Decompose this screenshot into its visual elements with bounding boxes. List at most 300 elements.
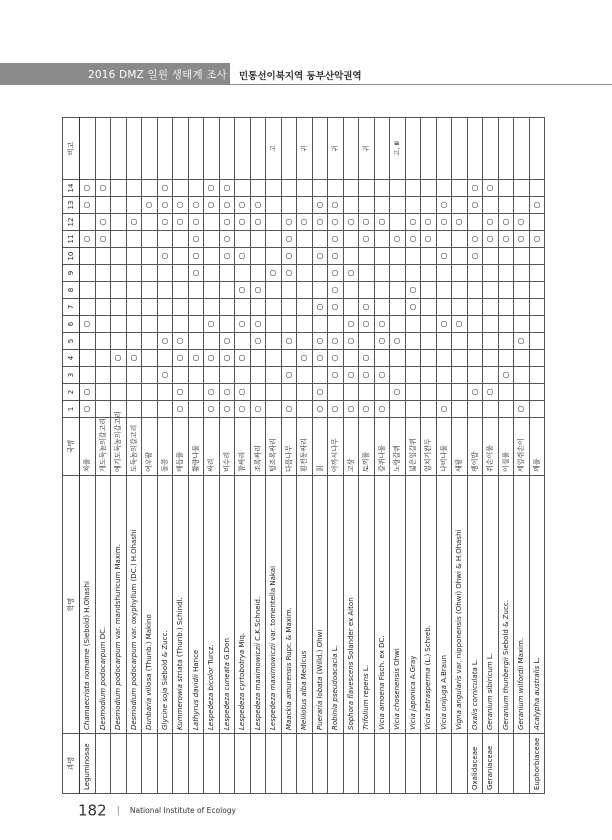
site-5-cell bbox=[359, 333, 375, 350]
presence-mark: ○ bbox=[283, 235, 293, 243]
site-1-cell bbox=[405, 401, 421, 418]
species-binomial: Trifolium repens bbox=[362, 673, 371, 730]
presence-mark: ○ bbox=[345, 371, 355, 379]
korean-name-cell: 참싸리 bbox=[235, 418, 251, 476]
table-row bbox=[328, 118, 344, 794]
site-11-cell bbox=[250, 231, 266, 248]
site-7-cell bbox=[436, 299, 452, 316]
site-9-cell bbox=[297, 265, 313, 282]
note-cell bbox=[498, 118, 514, 180]
site-3-cell bbox=[374, 367, 390, 384]
presence-mark: ○ bbox=[82, 388, 92, 396]
site-12-cell bbox=[281, 214, 297, 231]
site-3-cell bbox=[498, 367, 514, 384]
table-row bbox=[312, 118, 328, 794]
site-10-cell bbox=[390, 248, 406, 265]
site-5-cell bbox=[111, 333, 127, 350]
scientific-name-cell bbox=[390, 476, 406, 734]
site-4-cell bbox=[483, 350, 499, 367]
site-12-cell bbox=[297, 214, 313, 231]
species-authority: L. bbox=[331, 645, 340, 652]
site-6-cell bbox=[126, 316, 142, 333]
site-7-cell bbox=[514, 299, 530, 316]
presence-mark: ○ bbox=[82, 201, 92, 209]
site-4-cell bbox=[157, 350, 173, 367]
table-row bbox=[343, 118, 359, 794]
korean-name-cell: 털조록싸리 bbox=[266, 418, 282, 476]
presence-mark: ○ bbox=[531, 235, 541, 243]
site-13-cell bbox=[297, 197, 313, 214]
site-11-cell bbox=[405, 231, 421, 248]
table-row bbox=[374, 118, 390, 794]
site-1-cell bbox=[281, 401, 297, 418]
presence-mark: ○ bbox=[190, 201, 200, 209]
site-6-cell bbox=[328, 316, 344, 333]
species-authority: var. nipponensis (Ohwi) Ohwi & H.Ohashi bbox=[455, 529, 464, 674]
site-13-cell bbox=[80, 197, 96, 214]
site-13-cell bbox=[281, 197, 297, 214]
site-10-cell bbox=[343, 248, 359, 265]
site-14-cell bbox=[281, 180, 297, 197]
korean-name-cell: 노랑갈퀴 bbox=[390, 418, 406, 476]
site-11-cell bbox=[142, 231, 158, 248]
presence-mark: ○ bbox=[175, 388, 185, 396]
table-row bbox=[483, 118, 499, 794]
korean-name-cell: 이질풀 bbox=[498, 418, 514, 476]
presence-mark: ○ bbox=[252, 286, 262, 294]
site-14-cell bbox=[204, 180, 220, 197]
site-2-cell bbox=[219, 384, 235, 401]
presence-mark: ○ bbox=[469, 201, 479, 209]
family-cell: Leguminosae bbox=[80, 734, 96, 794]
note-cell bbox=[374, 118, 390, 180]
presence-mark: ○ bbox=[97, 184, 107, 192]
site-4-cell bbox=[297, 350, 313, 367]
species-authority: L. bbox=[362, 664, 371, 672]
site-10-cell bbox=[328, 248, 344, 265]
report-title: 2016 DMZ 일원 생태계 조사 bbox=[88, 69, 228, 81]
site-14-cell bbox=[95, 180, 111, 197]
presence-mark: ○ bbox=[314, 303, 324, 311]
korean-name-cell: 얼치기완두 bbox=[421, 418, 437, 476]
site-14-cell bbox=[297, 180, 313, 197]
site-1-cell bbox=[514, 401, 530, 418]
site-14-cell bbox=[452, 180, 468, 197]
site-11-cell bbox=[266, 231, 282, 248]
site-6-cell bbox=[111, 316, 127, 333]
site-10-cell bbox=[483, 248, 499, 265]
korean-name-cell: 넓은잎갈퀴 bbox=[405, 418, 421, 476]
presence-mark: ○ bbox=[175, 405, 185, 413]
site-10-cell bbox=[142, 248, 158, 265]
family-cell bbox=[173, 734, 189, 794]
species-binomial: Lespedeza bicolor bbox=[207, 666, 216, 730]
presence-mark: ○ bbox=[376, 218, 386, 226]
presence-mark: ○ bbox=[345, 405, 355, 413]
site-10-cell bbox=[204, 248, 220, 265]
site-14-cell bbox=[250, 180, 266, 197]
site-8-cell bbox=[452, 282, 468, 299]
family-cell bbox=[498, 734, 514, 794]
presence-mark: ○ bbox=[283, 269, 293, 277]
site-2-cell bbox=[436, 384, 452, 401]
header-site-8: 8 bbox=[63, 282, 80, 299]
site-7-cell bbox=[235, 299, 251, 316]
species-binomial: Lathyrus davidii bbox=[191, 674, 200, 730]
species-authority: Maxim. bbox=[517, 637, 526, 664]
site-7-cell bbox=[312, 299, 328, 316]
site-10-cell bbox=[281, 248, 297, 265]
species-binomial: Kummerowia striata bbox=[176, 659, 185, 730]
site-2-cell bbox=[204, 384, 220, 401]
note-cell bbox=[514, 118, 530, 180]
site-3-cell bbox=[421, 367, 437, 384]
presence-mark: ○ bbox=[206, 201, 216, 209]
species-authority: A.Gray bbox=[408, 655, 417, 680]
presence-mark: ○ bbox=[252, 320, 262, 328]
site-1-cell bbox=[157, 401, 173, 418]
site-14-cell bbox=[529, 180, 545, 197]
site-5-cell bbox=[281, 333, 297, 350]
site-11-cell bbox=[95, 231, 111, 248]
site-12-cell bbox=[266, 214, 282, 231]
scientific-name-cell bbox=[328, 476, 344, 734]
korean-name-cell: 차풀 bbox=[80, 418, 96, 476]
korean-name-cell: 칡 bbox=[312, 418, 328, 476]
site-12-cell bbox=[514, 214, 530, 231]
table-row bbox=[498, 118, 514, 794]
site-2-cell bbox=[80, 384, 96, 401]
presence-mark: ○ bbox=[469, 388, 479, 396]
site-10-cell bbox=[188, 248, 204, 265]
presence-mark: ○ bbox=[314, 252, 324, 260]
site-5-cell bbox=[390, 333, 406, 350]
note-cell bbox=[436, 118, 452, 180]
presence-mark: ○ bbox=[252, 337, 262, 345]
species-authority: (Siebold) H.Ohashi bbox=[83, 581, 92, 647]
presence-mark: ○ bbox=[237, 201, 247, 209]
site-10-cell bbox=[235, 248, 251, 265]
header-site-3: 3 bbox=[63, 367, 80, 384]
site-12-cell bbox=[219, 214, 235, 231]
species-authority: Siebold & Zucc. bbox=[501, 600, 510, 655]
site-9-cell bbox=[359, 265, 375, 282]
site-4-cell bbox=[219, 350, 235, 367]
site-9-cell bbox=[343, 265, 359, 282]
family-cell bbox=[297, 734, 313, 794]
site-7-cell bbox=[281, 299, 297, 316]
site-4-cell bbox=[142, 350, 158, 367]
presence-mark: ○ bbox=[500, 218, 510, 226]
site-1-cell bbox=[483, 401, 499, 418]
site-1-cell bbox=[219, 401, 235, 418]
site-12-cell bbox=[204, 214, 220, 231]
site-13-cell bbox=[204, 197, 220, 214]
species-binomial: Acalypha australis bbox=[532, 665, 541, 730]
site-3-cell bbox=[467, 367, 483, 384]
presence-mark: ○ bbox=[175, 201, 185, 209]
site-6-cell bbox=[343, 316, 359, 333]
site-13-cell bbox=[219, 197, 235, 214]
site-12-cell bbox=[359, 214, 375, 231]
scientific-name-cell bbox=[498, 476, 514, 734]
korean-name-cell: 세잎쥐손이 bbox=[514, 418, 530, 476]
site-6-cell bbox=[483, 316, 499, 333]
presence-mark: ○ bbox=[206, 388, 216, 396]
note-cell bbox=[467, 118, 483, 180]
korean-name-cell: 괭이밥 bbox=[467, 418, 483, 476]
site-4-cell bbox=[529, 350, 545, 367]
table-header-row bbox=[63, 118, 80, 794]
site-6-cell bbox=[219, 316, 235, 333]
table-row bbox=[452, 118, 468, 794]
site-13-cell bbox=[111, 197, 127, 214]
site-2-cell bbox=[452, 384, 468, 401]
header-site-13: 13 bbox=[63, 197, 80, 214]
site-14-cell bbox=[514, 180, 530, 197]
species-binomial: Glycine soja bbox=[160, 687, 169, 730]
scientific-name-cell bbox=[405, 476, 421, 734]
site-13-cell bbox=[390, 197, 406, 214]
scientific-name-cell bbox=[281, 476, 297, 734]
site-14-cell bbox=[343, 180, 359, 197]
presence-mark: ○ bbox=[221, 337, 231, 345]
site-12-cell bbox=[529, 214, 545, 231]
site-2-cell bbox=[498, 384, 514, 401]
presence-mark: ○ bbox=[221, 354, 231, 362]
table-row bbox=[405, 118, 421, 794]
site-2-cell bbox=[95, 384, 111, 401]
presence-mark: ○ bbox=[221, 235, 231, 243]
site-5-cell bbox=[467, 333, 483, 350]
site-9-cell bbox=[390, 265, 406, 282]
site-8-cell bbox=[80, 282, 96, 299]
presence-mark: ○ bbox=[330, 354, 340, 362]
site-4-cell bbox=[405, 350, 421, 367]
korean-name-cell: 쥐손이풀 bbox=[483, 418, 499, 476]
header-site-6: 6 bbox=[63, 316, 80, 333]
presence-mark: ○ bbox=[345, 320, 355, 328]
presence-mark: ○ bbox=[221, 388, 231, 396]
species-binomial: Lespedeza cuneata bbox=[222, 662, 231, 730]
site-1-cell bbox=[204, 401, 220, 418]
site-5-cell bbox=[514, 333, 530, 350]
site-4-cell bbox=[374, 350, 390, 367]
species-authority: var. oxyphyllum (DC.) H.Ohashi bbox=[129, 529, 138, 640]
presence-mark: ○ bbox=[128, 354, 138, 362]
site-2-cell bbox=[126, 384, 142, 401]
site-7-cell bbox=[421, 299, 437, 316]
species-authority: Rupr. & Maxim. bbox=[284, 607, 293, 661]
presence-mark: ○ bbox=[283, 371, 293, 379]
site-9-cell bbox=[219, 265, 235, 282]
site-5-cell bbox=[498, 333, 514, 350]
site-14-cell bbox=[436, 180, 452, 197]
species-binomial: Geranium thunbergii bbox=[501, 657, 510, 730]
species-binomial: Vicia amoena bbox=[377, 682, 386, 730]
header-site-2: 2 bbox=[63, 384, 80, 401]
korean-name-cell: 매듭풀 bbox=[173, 418, 189, 476]
presence-mark: ○ bbox=[268, 269, 278, 277]
presence-mark: ○ bbox=[97, 218, 107, 226]
table-row bbox=[297, 118, 313, 794]
site-12-cell bbox=[126, 214, 142, 231]
site-1-cell bbox=[390, 401, 406, 418]
site-8-cell bbox=[421, 282, 437, 299]
site-9-cell bbox=[126, 265, 142, 282]
presence-mark: ○ bbox=[438, 320, 448, 328]
presence-mark: ○ bbox=[330, 303, 340, 311]
site-13-cell bbox=[374, 197, 390, 214]
site-7-cell bbox=[219, 299, 235, 316]
site-14-cell bbox=[421, 180, 437, 197]
presence-mark: ○ bbox=[392, 337, 402, 345]
species-binomial: Lespedeza maximowiczii bbox=[269, 643, 278, 730]
family-cell: Euphorbiaceae bbox=[529, 734, 545, 794]
species-authority: G.Don bbox=[222, 638, 231, 660]
site-6-cell bbox=[95, 316, 111, 333]
header-site-1: 1 bbox=[63, 401, 80, 418]
site-8-cell bbox=[157, 282, 173, 299]
species-binomial: Sophora flavescens bbox=[346, 661, 355, 730]
site-2-cell bbox=[142, 384, 158, 401]
table-row bbox=[188, 118, 204, 794]
site-5-cell bbox=[266, 333, 282, 350]
site-3-cell bbox=[219, 367, 235, 384]
site-8-cell bbox=[359, 282, 375, 299]
species-authority: Solander ex Aiton bbox=[346, 597, 355, 660]
presence-mark: ○ bbox=[237, 388, 247, 396]
table-row bbox=[514, 118, 530, 794]
site-4-cell bbox=[498, 350, 514, 367]
family-cell bbox=[219, 734, 235, 794]
table-row bbox=[281, 118, 297, 794]
site-10-cell bbox=[374, 248, 390, 265]
table-row bbox=[126, 118, 142, 794]
site-12-cell bbox=[173, 214, 189, 231]
site-13-cell bbox=[250, 197, 266, 214]
site-7-cell bbox=[529, 299, 545, 316]
site-6-cell bbox=[421, 316, 437, 333]
species-binomial: Dunbaria villosa bbox=[145, 673, 154, 730]
presence-mark: ○ bbox=[407, 303, 417, 311]
site-7-cell bbox=[173, 299, 189, 316]
institute-name: National Institute of Ecology bbox=[129, 806, 236, 815]
species-binomial: Robinia pseudoacacia bbox=[331, 653, 340, 730]
presence-mark: ○ bbox=[190, 269, 200, 277]
site-6-cell bbox=[498, 316, 514, 333]
site-11-cell bbox=[111, 231, 127, 248]
presence-mark: ○ bbox=[190, 354, 200, 362]
site-13-cell bbox=[498, 197, 514, 214]
site-7-cell bbox=[157, 299, 173, 316]
site-8-cell bbox=[312, 282, 328, 299]
presence-mark: ○ bbox=[82, 235, 92, 243]
site-8-cell bbox=[266, 282, 282, 299]
note-cell bbox=[95, 118, 111, 180]
site-1-cell bbox=[421, 401, 437, 418]
table-row bbox=[359, 118, 375, 794]
site-10-cell bbox=[173, 248, 189, 265]
site-8-cell bbox=[405, 282, 421, 299]
presence-mark: ○ bbox=[330, 337, 340, 345]
table-body bbox=[80, 118, 545, 794]
site-12-cell bbox=[142, 214, 158, 231]
site-9-cell bbox=[498, 265, 514, 282]
site-3-cell bbox=[111, 367, 127, 384]
site-8-cell bbox=[514, 282, 530, 299]
site-12-cell bbox=[343, 214, 359, 231]
site-14-cell bbox=[467, 180, 483, 197]
site-3-cell bbox=[266, 367, 282, 384]
species-authority: Turcz. bbox=[207, 644, 216, 665]
site-9-cell bbox=[157, 265, 173, 282]
site-3-cell bbox=[297, 367, 313, 384]
presence-mark: ○ bbox=[516, 337, 526, 345]
site-8-cell bbox=[297, 282, 313, 299]
site-9-cell bbox=[250, 265, 266, 282]
site-7-cell bbox=[390, 299, 406, 316]
presence-mark: ○ bbox=[469, 235, 479, 243]
site-6-cell bbox=[281, 316, 297, 333]
table-row bbox=[266, 118, 282, 794]
site-2-cell bbox=[405, 384, 421, 401]
scientific-name-cell bbox=[157, 476, 173, 734]
table-row bbox=[436, 118, 452, 794]
site-2-cell bbox=[297, 384, 313, 401]
site-14-cell bbox=[142, 180, 158, 197]
site-13-cell bbox=[405, 197, 421, 214]
site-6-cell bbox=[359, 316, 375, 333]
site-11-cell bbox=[529, 231, 545, 248]
site-8-cell bbox=[250, 282, 266, 299]
presence-mark: ○ bbox=[438, 252, 448, 260]
site-14-cell bbox=[405, 180, 421, 197]
site-10-cell bbox=[219, 248, 235, 265]
scientific-name-cell bbox=[126, 476, 142, 734]
site-11-cell bbox=[374, 231, 390, 248]
site-11-cell bbox=[498, 231, 514, 248]
korean-name-cell: 새팥 bbox=[452, 418, 468, 476]
presence-mark: ○ bbox=[97, 235, 107, 243]
presence-mark: ○ bbox=[361, 218, 371, 226]
site-3-cell bbox=[436, 367, 452, 384]
site-2-cell bbox=[111, 384, 127, 401]
site-1-cell bbox=[297, 401, 313, 418]
site-3-cell bbox=[157, 367, 173, 384]
presence-mark: ○ bbox=[423, 235, 433, 243]
site-8-cell bbox=[188, 282, 204, 299]
site-11-cell bbox=[514, 231, 530, 248]
family-cell bbox=[111, 734, 127, 794]
presence-mark: ○ bbox=[516, 235, 526, 243]
site-4-cell bbox=[421, 350, 437, 367]
family-cell: Geraniaceae bbox=[483, 734, 499, 794]
site-10-cell bbox=[95, 248, 111, 265]
site-4-cell bbox=[204, 350, 220, 367]
family-cell bbox=[235, 734, 251, 794]
presence-mark: ○ bbox=[221, 252, 231, 260]
site-3-cell bbox=[142, 367, 158, 384]
site-13-cell bbox=[188, 197, 204, 214]
site-6-cell bbox=[436, 316, 452, 333]
site-5-cell bbox=[142, 333, 158, 350]
site-5-cell bbox=[436, 333, 452, 350]
site-14-cell bbox=[188, 180, 204, 197]
species-authority: L. bbox=[486, 652, 495, 660]
site-4-cell bbox=[188, 350, 204, 367]
korean-name-cell: 활량나물 bbox=[188, 418, 204, 476]
